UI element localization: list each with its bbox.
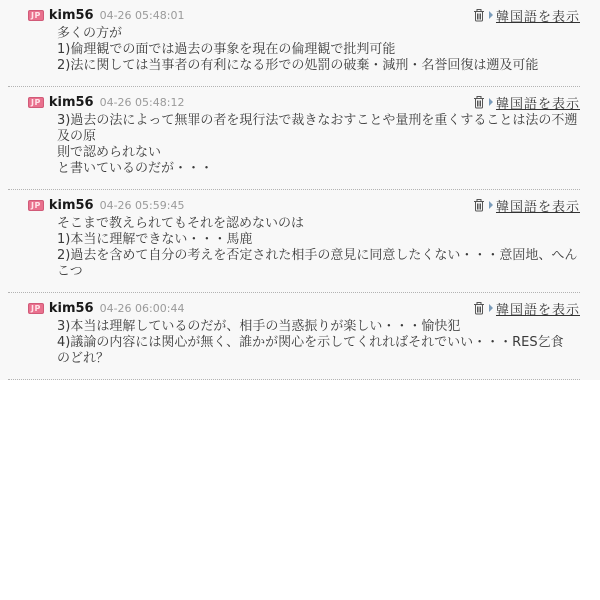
comment-text-line: 1)倫理観での面では過去の事象を現在の倫理観で批判可能 xyxy=(57,42,396,57)
comment-timestamp: 04-26 06:00:44 xyxy=(99,301,185,315)
trash-icon[interactable] xyxy=(473,198,486,212)
comment-text-line: 2)過去を含めて自分の考えを否定された相手の意見に同意したくない・・・意固地、へんこつ xyxy=(57,248,578,279)
jp-flag-badge: JP xyxy=(28,200,44,211)
jp-flag-badge: JP xyxy=(28,10,44,21)
comment-author[interactable]: kim56 xyxy=(48,94,94,110)
show-korean-link[interactable]: 韓国語を表示 xyxy=(495,96,580,112)
comment-item xyxy=(8,293,580,380)
comment-header xyxy=(8,197,580,213)
comment-body xyxy=(8,26,580,74)
comment-text-line: 2)法に関しては当事者の有利になる形での処罰の破棄・減刑・名誉回復は遡及可能 xyxy=(57,58,539,73)
comment-header xyxy=(8,94,580,110)
comment-author[interactable]: kim56 xyxy=(48,300,94,316)
arrow-right-icon xyxy=(489,11,493,19)
comment-text-line: 3)本当は理解しているのだが、相手の当惑振りが楽しい・・・愉快犯 xyxy=(57,319,461,334)
arrow-right-icon xyxy=(489,304,493,312)
comment-text-line: 1)本当に理解できない・・・馬鹿 xyxy=(57,232,253,247)
comment-body xyxy=(8,319,580,367)
comment-timestamp: 04-26 05:59:45 xyxy=(99,198,185,212)
jp-flag-badge: JP xyxy=(28,303,44,314)
comment-author[interactable]: kim56 xyxy=(48,197,94,213)
show-korean-link[interactable]: 韓国語を表示 xyxy=(495,199,580,215)
comment-author[interactable]: kim56 xyxy=(48,7,94,23)
comment-text-line: 4)議論の内容には関心が無く、誰かが関心を示してくれればそれでいい・・・RES乞食 xyxy=(57,335,564,350)
comment-item xyxy=(8,87,580,190)
show-korean-link[interactable]: 韓国語を表示 xyxy=(495,302,580,318)
arrow-right-icon xyxy=(489,98,493,106)
comment-timestamp: 04-26 05:48:01 xyxy=(99,8,185,22)
trash-icon[interactable] xyxy=(473,95,486,109)
comment-body xyxy=(8,216,580,280)
comment-text-line: そこまで教えられてもそれを認めないのは xyxy=(57,216,305,231)
jp-flag-badge: JP xyxy=(28,97,44,108)
comment-header xyxy=(8,300,580,316)
comment-text-line: と書いているのだが・・・ xyxy=(57,161,214,176)
comment-timestamp: 04-26 05:48:12 xyxy=(99,95,185,109)
comment-text-line: 多くの方が xyxy=(57,26,123,41)
trash-icon[interactable] xyxy=(473,8,486,22)
comment-header xyxy=(8,7,580,23)
arrow-right-icon xyxy=(489,201,493,209)
comment-text-line: のどれ？ xyxy=(57,351,110,366)
comment-text-line: 3)過去の法によって無罪の者を現行法で裁きなおすことや量刑を重くすることは法の不遡及の原 xyxy=(57,113,578,144)
comment-item xyxy=(8,190,580,293)
comment-item xyxy=(8,0,580,87)
comment-text-line: 則で認められない xyxy=(57,145,162,160)
trash-icon[interactable] xyxy=(473,301,486,315)
show-korean-link[interactable]: 韓国語を表示 xyxy=(495,9,580,25)
comment-body xyxy=(8,113,580,177)
